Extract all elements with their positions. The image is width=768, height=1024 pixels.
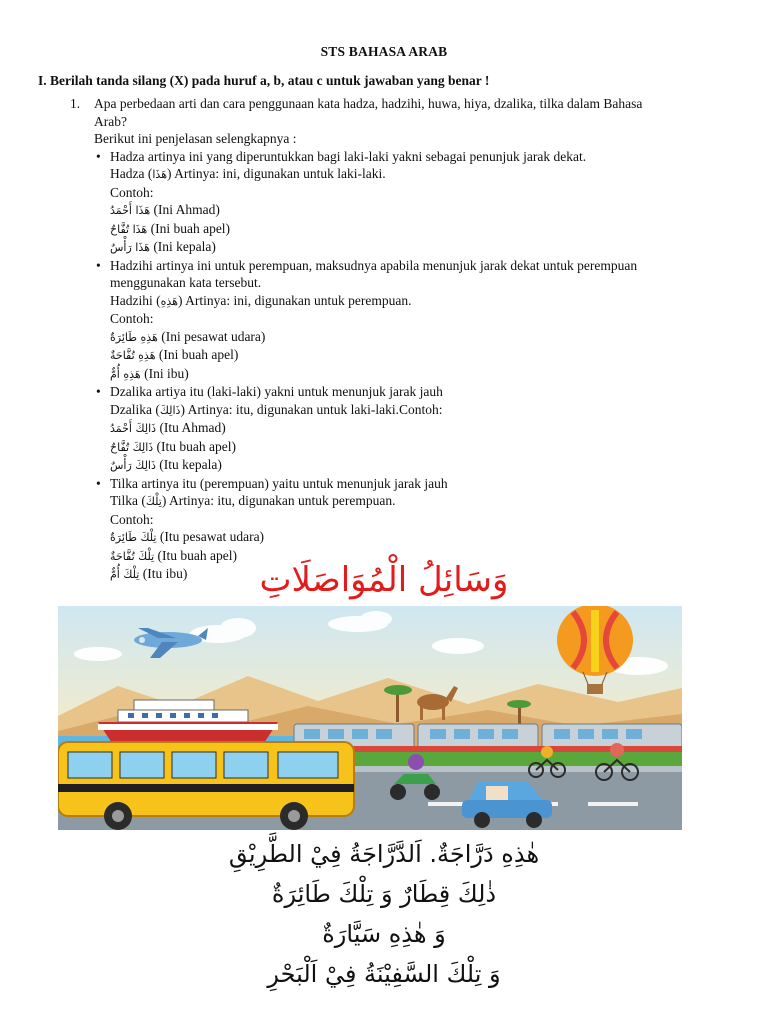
bullet-icon: • [96, 384, 101, 399]
bullet-text: menggunakan kata tersebut. [110, 275, 262, 290]
question-number: 1. [70, 96, 81, 111]
example-line: هَذَا رَأْسٌ (Ini kepala) [110, 239, 216, 254]
arabic-sentence: ذٰلِكَ قِطَارٌ وَ تِلْكَ طَائِرَةٌ [271, 880, 497, 908]
bus-icon [58, 742, 354, 830]
bullet-text: Hadzihi artinya ini untuk perempuan, maksudnya apabila menunjuk jarak dekat untuk perempuan [110, 257, 638, 273]
question-text-line: Apa perbedaan arti dan cara penggunaan kata hadza, hadzihi, huwa, hiya, dzalika, tilka dalam Bahasa [94, 96, 643, 111]
example-label: Contoh: [110, 184, 154, 200]
arabic-sentence: وَ هٰذِهِ سَيَّارَةٌ [322, 920, 446, 948]
arabic-sentence: وَ تِلْكَ السَّفِيْنَةُ فِيْ اَلْبَحْرِ [267, 960, 501, 988]
cyclist [610, 743, 624, 757]
section-heading: I. Berilah tanda silang (X) pada huruf a, b, atau c untuk jawaban yang benar ! [38, 73, 490, 88]
cyclist [541, 746, 553, 758]
bullet-icon: • [96, 148, 101, 164]
bullet-text: Hadza artinya ini yang diperuntukkan bagi laki-laki yakni sebagai penunjuk jarak dekat. [110, 148, 587, 164]
question-intro: Berikut ini penjelasan selengkapnya : [94, 131, 297, 146]
example-line: تِلْكَ طَائِرَةٌ (Itu pesawat udara) [110, 529, 265, 544]
example-line: هَذِهِ أُمٌّ (Ini ibu) [110, 365, 189, 381]
explanation-list [94, 148, 740, 584]
bullet-text: Tilka artinya itu (perempuan) yaitu untuk menunjuk jarak jauh [110, 475, 448, 491]
question-body [94, 95, 740, 584]
list-item [94, 257, 740, 384]
list-item [94, 383, 740, 475]
example-line: تِلْكَ أُمٌّ (Itu ibu) [110, 566, 188, 581]
arabic-sentence: هٰذِهِ دَرَّاجَةٌ. اَلدَّرَّاجَةُ فِيْ الطَّرِيْقِ [228, 840, 540, 868]
bullet-text: Dzalika artiya itu (laki-laki) yakni untuk menunjuk jarak jauh [110, 384, 443, 399]
definition-line: Hadza (هَذَا) Artinya: ini, digunakan untuk laki-laki. [110, 166, 386, 181]
example-line: ذَالِكَ تُفَّاحٌ (Itu buah apel) [110, 438, 236, 454]
bullet-icon: • [96, 257, 101, 273]
example-line: هَذِهِ طَائِرَةٌ (Ini pesawat udara) [110, 328, 266, 344]
transport-title: وَسَائِلُ الْمُوَاصَلَاتِ [259, 560, 509, 600]
list-item [94, 148, 740, 257]
question-1 [70, 95, 740, 584]
definition-line: Dzalika (ذَالِكَ) Artinya: itu, digunakan untuk laki-laki.Contoh: [110, 401, 443, 417]
example-line: ذَالِكَ رَأْسٌ (Itu kepala) [110, 457, 222, 472]
example-line: هَذِهِ تُفَّاحَةٌ (Ini buah apel) [110, 347, 239, 362]
transport-illustration [58, 606, 682, 830]
example-line: هَذَا تُفَّاحٌ (Ini buah apel) [110, 220, 231, 236]
question-text-line: Arab? [94, 113, 127, 129]
definition-line: Tilka (تِلْكَ) Artinya: itu, digunakan untuk perempuan. [110, 493, 396, 508]
example-line: تِلْكَ تُفَّاحَةٌ (Itu buah apel) [110, 547, 237, 563]
definition-line: Hadzihi (هَذِهِ) Artinya: ini, digunakan untuk perempuan. [110, 292, 412, 308]
example-label: Contoh: [110, 311, 154, 326]
example-label: Contoh: [110, 511, 154, 527]
example-line: هَذَا أَحْمَدُ (Ini Ahmad) [110, 202, 220, 217]
document-title: STS BAHASA ARAB [320, 44, 448, 59]
example-line: ذَالِكَ أَحْمَدُ (Itu Ahmad) [110, 420, 226, 435]
bullet-icon: • [96, 475, 101, 491]
